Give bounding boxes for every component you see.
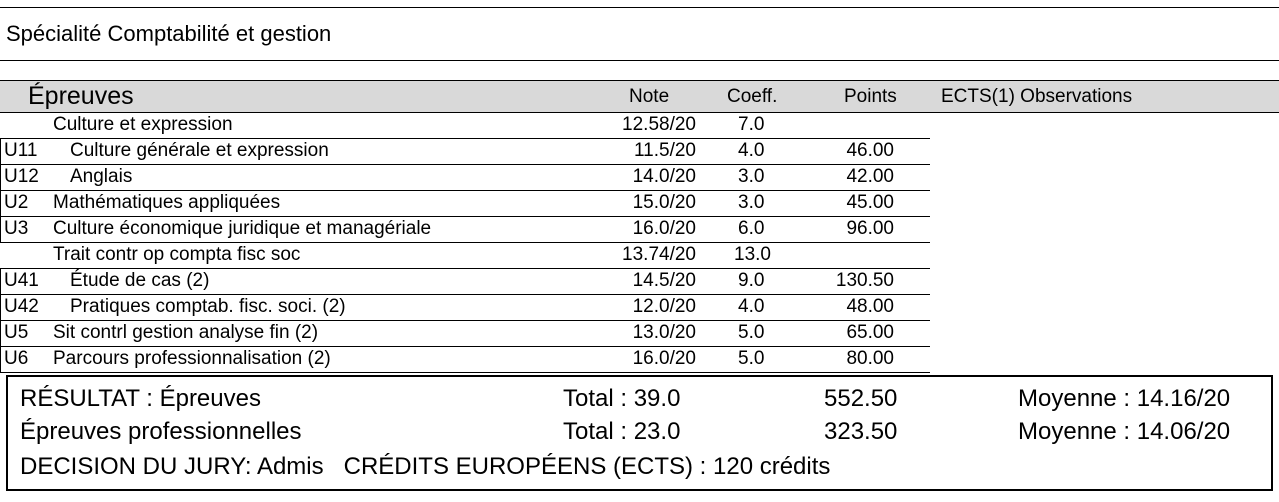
row-coeff: 5.0: [738, 348, 765, 369]
row-points: 96.00: [846, 218, 894, 239]
row-left-border: [0, 321, 1, 347]
row-label: Parcours professionnalisation (2): [53, 348, 331, 369]
row-coeff: 9.0: [738, 270, 765, 291]
result-pro-total: Total : 23.0: [563, 418, 681, 445]
row-points: 80.00: [846, 348, 894, 369]
row-note: 11.5/20: [634, 140, 696, 161]
row-note: 12.58/20: [622, 114, 696, 135]
row-label: Culture générale et expression: [70, 140, 329, 161]
row-note: 13.0/20: [632, 322, 696, 343]
row-coeff: 4.0: [738, 140, 765, 161]
row-label: Anglais: [70, 166, 133, 187]
row-points: 130.50: [835, 270, 894, 291]
header-ects-observations: ECTS(1) Observations: [941, 86, 1133, 107]
header-coeff: Coeff.: [727, 86, 778, 107]
row-note: 16.0/20: [632, 348, 696, 369]
row-note: 14.5/20: [632, 270, 696, 291]
table-row: [0, 217, 930, 243]
decision-jury: DECISION DU JURY: Admis CRÉDITS EUROPÉENS (ECTS) : 120 crédits: [20, 453, 831, 480]
row-note: 16.0/20: [632, 218, 696, 239]
header-epreuves: Épreuves: [28, 82, 134, 110]
specialite-title: Spécialité Comptabilité et gestion: [6, 21, 332, 46]
row-code: U5: [4, 322, 29, 343]
row-code: U42: [4, 296, 39, 317]
result-epreuves-points: 552.50: [824, 385, 898, 412]
table-row: [0, 113, 930, 139]
header-points: Points: [844, 86, 897, 107]
row-points: 45.00: [846, 192, 894, 213]
row-coeff: 7.0: [738, 114, 765, 135]
row-coeff: 6.0: [738, 218, 765, 239]
row-coeff: 3.0: [738, 166, 765, 187]
row-left-border: [0, 269, 1, 295]
result-pro-moyenne: Moyenne : 14.06/20: [1018, 418, 1231, 445]
row-note: 15.0/20: [632, 192, 696, 213]
row-code: U6: [4, 348, 29, 369]
table-row: [0, 165, 930, 191]
row-left-border: [0, 191, 1, 217]
grades-table: [0, 80, 1279, 373]
row-left-border: [0, 165, 1, 191]
row-points: 42.00: [846, 166, 894, 187]
row-code: U2: [4, 192, 29, 213]
table-row: [0, 347, 930, 373]
result-epreuves-total: Total : 39.0: [563, 385, 681, 412]
table-row: [0, 139, 930, 165]
row-points: 46.00: [846, 140, 894, 161]
row-note: 14.0/20: [632, 166, 696, 187]
result-epreuves-label: RÉSULTAT : Épreuves: [20, 385, 261, 412]
row-code: U41: [4, 270, 39, 291]
table-header: [0, 81, 1279, 113]
row-coeff: 5.0: [738, 322, 765, 343]
table-row: [0, 191, 930, 217]
header-note: Note: [629, 86, 670, 107]
result-box: [6, 375, 1273, 491]
row-points: 65.00: [846, 322, 894, 343]
row-left-border: [0, 347, 1, 373]
result-pro-points: 323.50: [824, 418, 898, 445]
row-note: 13.74/20: [622, 244, 696, 265]
row-coeff: 4.0: [738, 296, 765, 317]
row-label: Pratiques comptab. fisc. soci. (2): [70, 296, 346, 317]
row-coeff: 3.0: [738, 192, 765, 213]
result-pro-label: Épreuves professionnelles: [20, 418, 302, 445]
row-left-border: [0, 139, 1, 165]
row-left-border: [0, 295, 1, 321]
table-row: [0, 243, 930, 269]
table-row: [0, 295, 930, 321]
row-left-border: [0, 217, 1, 243]
row-code: U12: [4, 166, 39, 187]
row-label: Trait contr op compta fisc soc: [53, 244, 301, 265]
row-coeff: 13.0: [734, 244, 771, 265]
table-row: [0, 321, 930, 347]
row-points: 48.00: [846, 296, 894, 317]
table-row: [0, 269, 930, 295]
result-epreuves-moyenne: Moyenne : 14.16/20: [1018, 385, 1231, 412]
row-label: Étude de cas (2): [70, 270, 210, 291]
row-label: Sit contrl gestion analyse fin (2): [53, 322, 319, 343]
row-note: 12.0/20: [632, 296, 696, 317]
row-label: Culture et expression: [53, 114, 233, 135]
row-label: Mathématiques appliquées: [53, 192, 281, 213]
row-code: U11: [4, 140, 38, 161]
specialite-box: [0, 7, 1279, 61]
row-code: U3: [4, 218, 29, 239]
row-label: Culture économique juridique et managériale: [53, 218, 432, 239]
